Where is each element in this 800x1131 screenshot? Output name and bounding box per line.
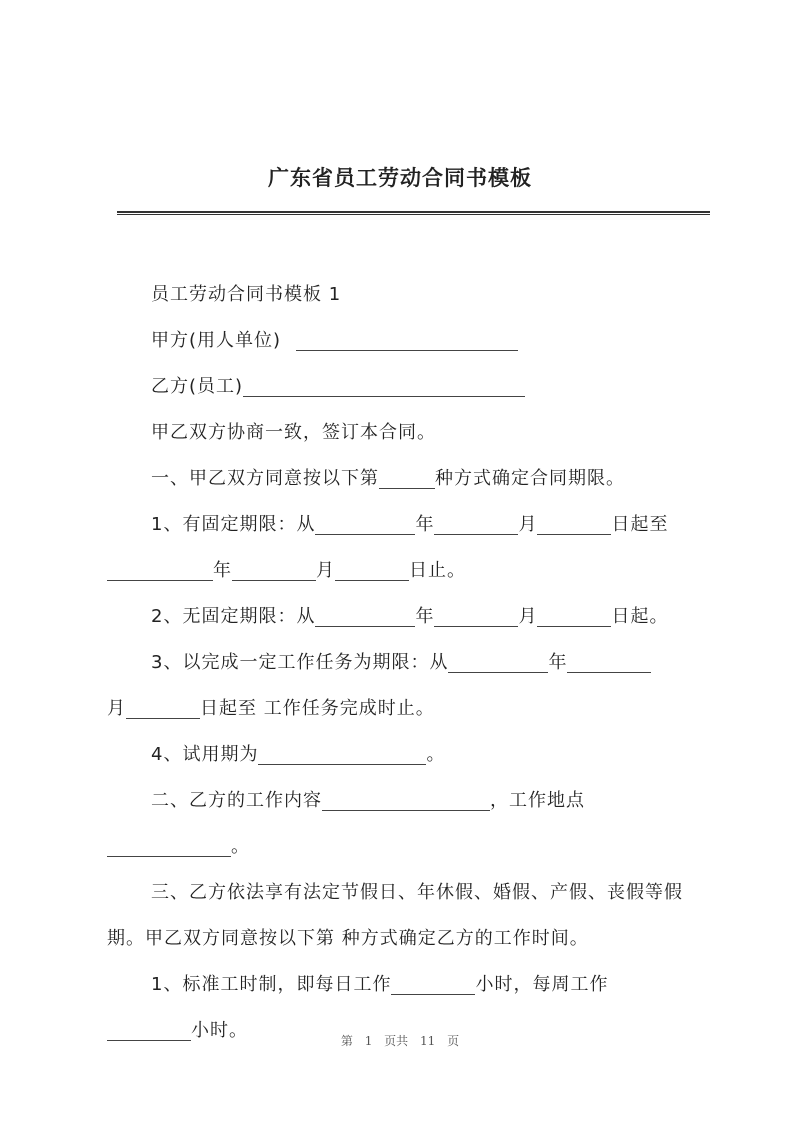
fixed-start-year-blank[interactable]	[315, 514, 415, 535]
task-term-line: 3、以完成一定工作任务为期限：从 年 月 日起至 工作任务完成时止。	[107, 640, 707, 732]
party-a-line: 甲方(用人单位)	[107, 318, 707, 364]
fixed-start-month-blank[interactable]	[434, 514, 518, 535]
agreement-line: 甲乙双方协商一致，签订本合同。	[151, 422, 436, 443]
document-body	[107, 272, 707, 1054]
job-content-blank[interactable]	[322, 790, 490, 811]
fixed-end-year-blank[interactable]	[107, 560, 213, 581]
fixed-start-day-blank[interactable]	[537, 514, 611, 535]
party-a-blank[interactable]	[296, 330, 518, 351]
open-month-blank[interactable]	[434, 606, 518, 627]
fixed-term-line: 1、有固定期限：从 年 月 日起至 年 月 日止。	[107, 502, 707, 594]
task-month-blank-a[interactable]	[567, 652, 651, 673]
job-content-line: 二、乙方的工作内容 ，工作地点 。	[107, 778, 707, 870]
fixed-end-month-blank[interactable]	[232, 560, 316, 581]
probation-line: 4、试用期为 。	[151, 744, 446, 765]
paragraph-heading: 员工劳动合同书模板 1	[151, 284, 342, 305]
work-location-blank[interactable]	[107, 836, 231, 857]
document-title: 广东省员工劳动合同书模板	[268, 166, 532, 190]
party-b-blank[interactable]	[243, 376, 525, 397]
open-day-blank[interactable]	[537, 606, 611, 627]
standard-hours-line: 1、标准工时制，即每日工作 小时，每周工作 小时。	[107, 962, 707, 1054]
fixed-end-day-blank[interactable]	[335, 560, 409, 581]
probation-blank[interactable]	[258, 744, 426, 765]
title-divider	[117, 211, 710, 215]
daily-hours-blank[interactable]	[391, 974, 475, 995]
party-b-line: 乙方(员工)	[107, 364, 707, 410]
term-method-line: 一、甲乙双方同意按以下第 种方式确定合同期限。	[151, 468, 625, 489]
open-term-line: 2、无固定期限：从 年 月 日起。	[151, 606, 669, 627]
holiday-paragraph: 三、乙方依法享有法定节假日、年休假、婚假、产假、丧假等假期。甲乙双方同意按以下第 种方式确定乙方的工作时间。	[107, 882, 683, 949]
page-footer: 第 1 页共 11 页	[340, 1034, 460, 1048]
term-method-blank[interactable]	[379, 468, 435, 489]
task-month-blank-b[interactable]	[126, 698, 200, 719]
task-year-blank[interactable]	[448, 652, 548, 673]
open-year-blank[interactable]	[315, 606, 415, 627]
